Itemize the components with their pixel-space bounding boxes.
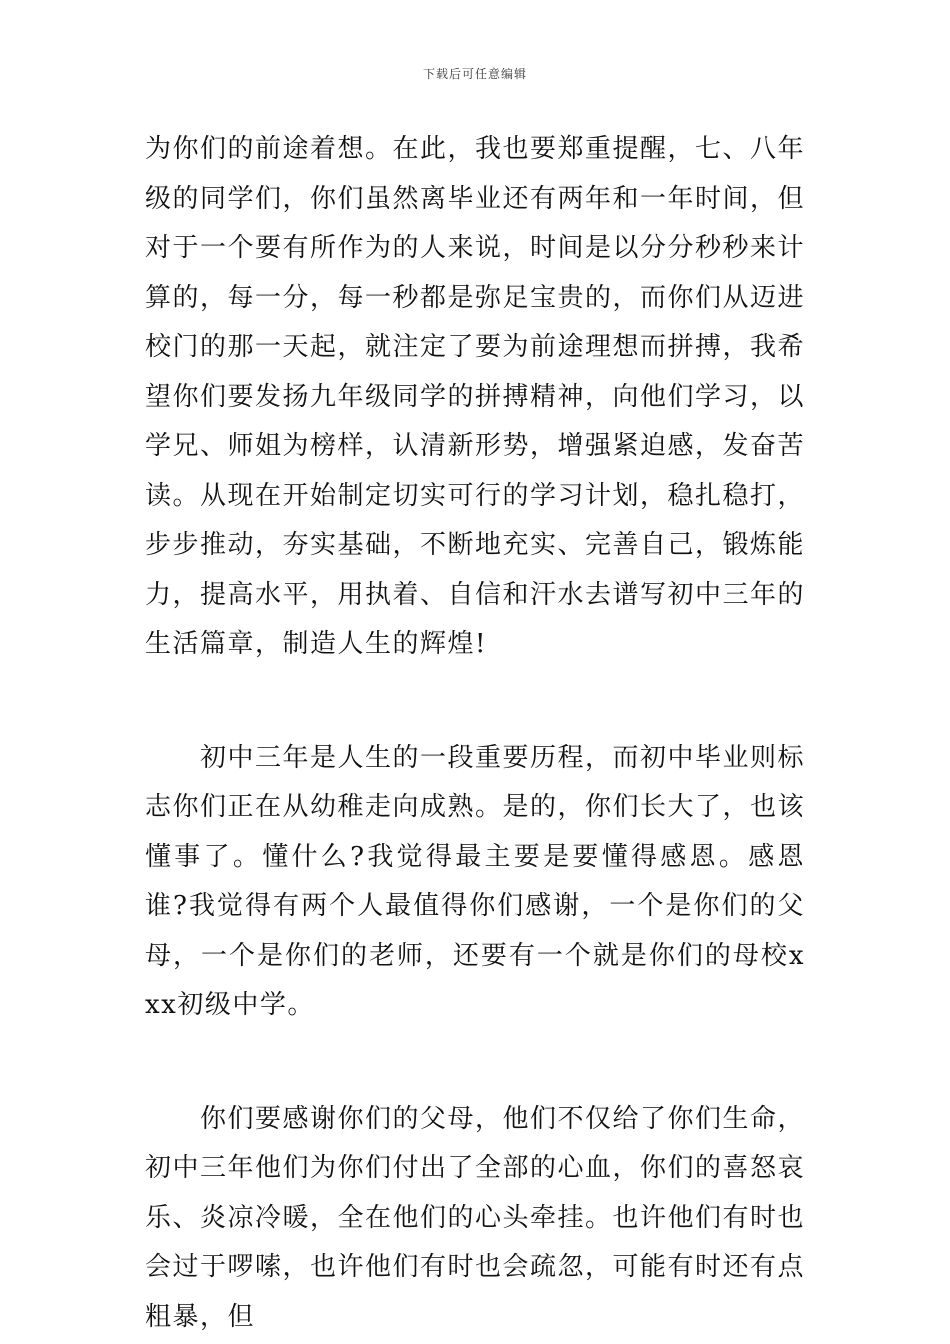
document-body [145, 125, 805, 1342]
paragraph-gap [145, 670, 805, 734]
paragraph-3: 你们要感谢你们的父母，他们不仅给了你们生命，初中三年他们为你们付出了全部的心血，你们的喜怒哀乐、炎凉冷暖，全在他们的心头牵挂。也许他们有时也会过于啰嗦，也许他们有时也会疏忽，可能有时还有点粗暴，但 [145, 1103, 806, 1332]
paragraph-gap [145, 1031, 805, 1095]
paragraph-1: 为你们的前途着想。在此，我也要郑重提醒，七、八年级的同学们，你们虽然离毕业还有两年和一年时间，但对于一个要有所作为的人来说，时间是以分分秒秒来计算的，每一分，每一秒都是弥足宝贵的，而你们从迈进校门的那一天起，就注定了要为前途理想而拼搏，我希望你们要发扬九年级同学的拼搏精神，向他们学习，以学兄、师姐为榜样，认清新形势，增强紧迫感，发奋苦读。从现在开始制定切实可行的学习计划，稳扎稳打，步步推动，夯实基础，不断地充实、完善自己，锻炼能力，提高水平，用执着、自信和汗水去谱写初中三年的生活篇章，制造人生的辉煌! [145, 134, 806, 659]
paragraph-2: 初中三年是人生的一段重要历程，而初中毕业则标志你们正在从幼稚走向成熟。是的，你们长大了，也该懂事了。懂什么?我觉得最主要是要懂得感恩。感恩谁?我觉得有两个人最值得你们感谢，一个是你们的父母，一个是你们的老师，还要有一个就是你们的母校xxx初级中学。 [145, 742, 806, 1020]
page-header: 下载后可任意编辑 [422, 67, 527, 81]
